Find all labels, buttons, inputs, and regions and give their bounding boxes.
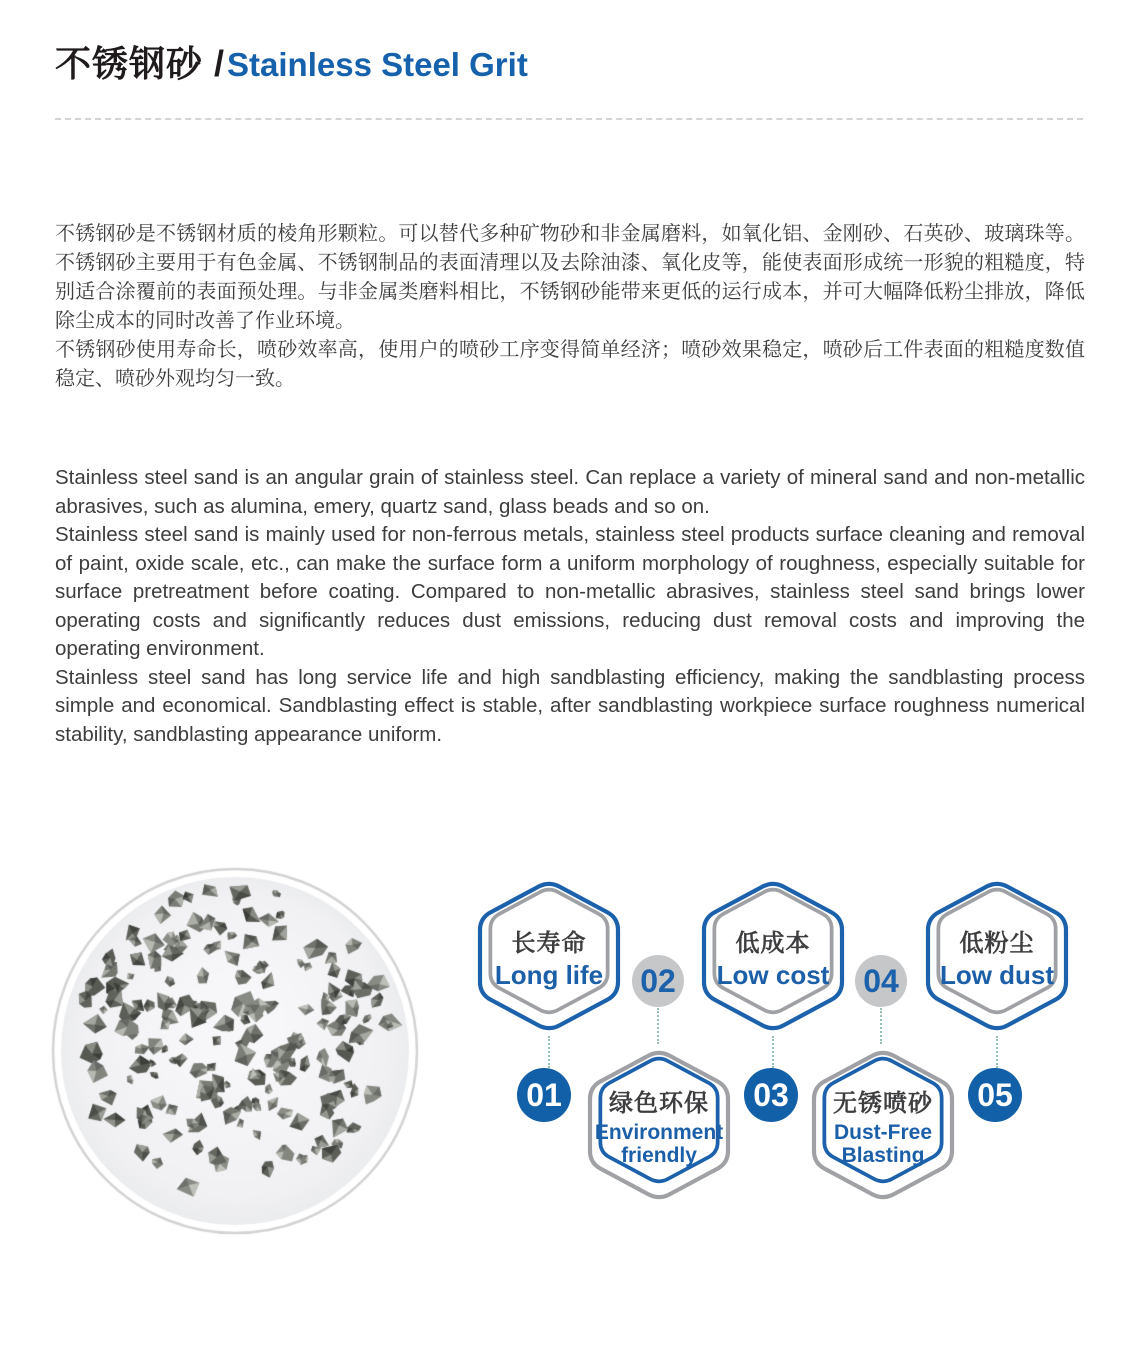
feature-label xyxy=(808,1046,958,1204)
chinese-paragraph-1: 不锈钢砂是不锈钢材质的棱角形颗粒。可以替代多种矿物砂和非金属磨料，如氧化铝、金刚砂、石英砂、玻璃珠等。不锈钢砂主要用于有色金属、不锈钢制品的表面清理以及去除油漆、氧化皮等，能使表面形成统一形貌的粗糙度，特别适合涂覆前的表面预处理。与非金属类磨料相比，不锈钢砂能带来更低的运行成本，并可大幅降低粉尘排放，降低除尘成本的同时改善了作业环境。 xyxy=(55,223,1085,332)
feature-label-cn: 低粉尘 xyxy=(959,929,1035,957)
feature-label-cn: 无锈喷砂 xyxy=(833,1089,933,1117)
feature-label xyxy=(474,877,624,1035)
feature-hexagon-long-life xyxy=(474,877,624,1035)
connector-line-5 xyxy=(996,1036,998,1068)
feature-label-en: Environment friendly xyxy=(594,1120,724,1167)
product-photo xyxy=(50,866,420,1236)
features-section xyxy=(0,860,1138,1300)
chinese-description xyxy=(55,220,1085,394)
connector-line-4 xyxy=(880,1008,882,1044)
feature-label-en: Low dust xyxy=(939,959,1055,990)
english-paragraph-3: Stainless steel sand has long service life and high sandblasting efficiency, making the sandblasting process simple and economical. Sandblasting effect is stable, after sandblasting workpiece surface roughness numerical stability, sandblasting appearance uniform. xyxy=(55,665,1085,746)
step-circle-01: 01 xyxy=(517,1068,571,1122)
feature-label-en: Dust-Free Blasting xyxy=(833,1120,933,1167)
page-title xyxy=(55,44,1138,85)
feature-label-en: Long life xyxy=(494,959,604,990)
feature-label-cn: 绿色环保 xyxy=(609,1089,709,1117)
dashed-divider xyxy=(55,118,1083,120)
feature-hexagon-environment-friendly xyxy=(584,1046,734,1204)
feature-label xyxy=(584,1046,734,1204)
connector-line-1 xyxy=(548,1036,550,1068)
connector-line-2 xyxy=(657,1008,659,1044)
feature-label-en: Low cost xyxy=(716,959,830,990)
step-circle-03: 03 xyxy=(744,1068,798,1122)
feature-label-cn: 低成本 xyxy=(735,929,811,957)
feature-label xyxy=(922,877,1072,1035)
feature-label xyxy=(698,877,848,1035)
feature-hexagon-low-cost xyxy=(698,877,848,1035)
feature-label-cn: 长寿命 xyxy=(511,929,587,957)
feature-hexagon-low-dust xyxy=(922,877,1072,1035)
step-circle-02: 02 xyxy=(632,955,684,1007)
english-description xyxy=(55,464,1085,749)
english-paragraph-1: Stainless steel sand is an angular grain of stainless steel. Can replace a variety of mineral sand and non-metallic abrasives, such as alumina, emery, quartz sand, glass beads and so on. xyxy=(55,466,1085,518)
feature-hexagon-dust-free-blasting xyxy=(808,1046,958,1204)
connector-line-3 xyxy=(772,1036,774,1068)
english-paragraph-2: Stainless steel sand is mainly used for non-ferrous metals, stainless steel products surface cleaning and removal of paint, oxide scale, etc., can make the surface form a uniform morphology of roughness, especially suitable for surface pretreatment before coating. Compared to non-metallic abrasives, stainless steel sand brings lower operating costs and significantly reduces dust emissions, reducing dust removal costs and improving the operating environment. xyxy=(55,523,1085,660)
step-circle-04: 04 xyxy=(855,955,907,1007)
page-title-english: Stainless Steel Grit xyxy=(227,46,528,83)
step-circle-05: 05 xyxy=(968,1068,1022,1122)
chinese-paragraph-2: 不锈钢砂使用寿命长，喷砂效率高，使用户的喷砂工序变得简单经济；喷砂效果稳定，喷砂后工件表面的粗糙度数值稳定、喷砂外观均匀一致。 xyxy=(55,339,1085,390)
page-title-chinese: 不锈钢砂 / xyxy=(55,43,226,84)
